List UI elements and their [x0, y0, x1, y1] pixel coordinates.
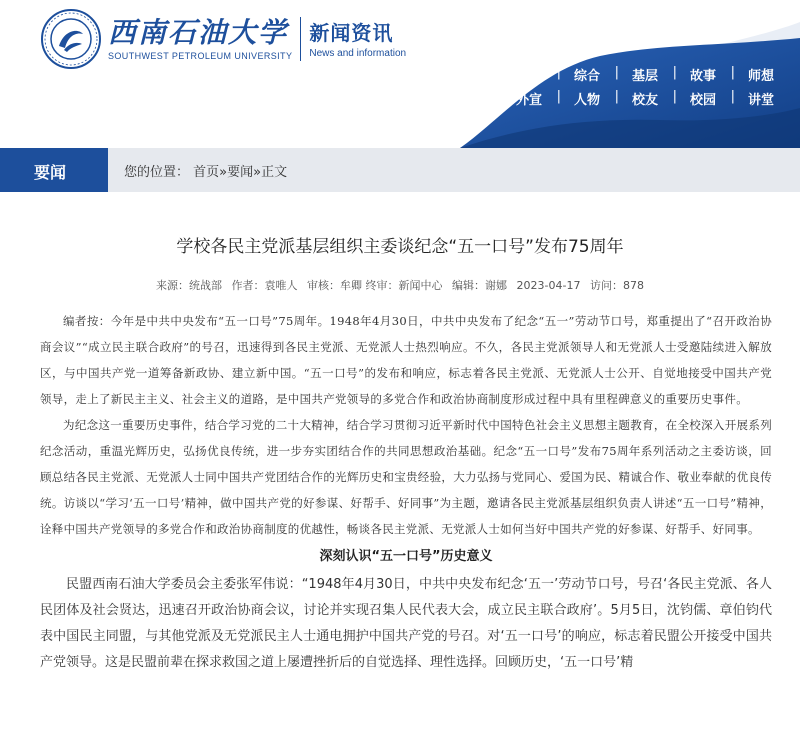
meta-author: 作者：袁唯人 [231, 279, 298, 292]
section-tab: 要闻 [0, 154, 108, 192]
site-subtitle: News and information [309, 47, 407, 59]
breadcrumb-home-link[interactable]: 首页 [193, 165, 220, 180]
section-subheading: 深刻认识“五一口号”历史意义 [319, 549, 493, 564]
meta-date: 2023-04-17 [516, 279, 581, 292]
nav-item-renwu[interactable]: 人物 | [558, 89, 616, 108]
site-name-block [309, 20, 406, 59]
site-title: 新闻资讯 [309, 20, 394, 45]
nav-row-2 [500, 86, 800, 110]
nav-item-jiangtang[interactable]: 讲堂 [747, 92, 774, 108]
logo-area[interactable] [40, 8, 406, 70]
nav-row-1 [500, 62, 800, 86]
nav-item-yaowen[interactable]: 要闻 | [500, 65, 558, 84]
nav-item-shixiang[interactable]: 师想 [747, 68, 774, 84]
logo-divider [300, 17, 301, 61]
breadcrumb-separator: » [219, 165, 228, 180]
university-name-cn: 西南石油大学 [108, 16, 289, 49]
breadcrumb-bar [0, 148, 800, 192]
nav-item-xiaoyuan[interactable]: 校园 | [674, 89, 732, 108]
breadcrumb-current: 正文 [261, 165, 288, 180]
meta-source: 来源：统战部 [156, 279, 223, 292]
breadcrumb-prefix: 您的位置： [124, 165, 190, 180]
meta-visits: 访问：878 [589, 279, 644, 292]
meta-editor: 编辑：谢娜 [452, 279, 508, 292]
site-header [0, 0, 800, 148]
nav-item-xiaoyou[interactable]: 校友 | [616, 89, 674, 108]
editor-note-paragraph: 编者按：今年是中共中央发布“五一口号”75周年。1948年4月30日，中共中央发布了纪念“五一”劳动节口号，郑重提出了“召开政治协商会议”“成立民主联合政府”的号召，迅速得到各民主党派、无党派人士热烈响应。不久，各民主党派领导人和无党派人士受邀陆续进入解放区，与中国共产党一道筹备新政协、建立新中国。“五一口号”的发布和响应，标志着各民主党派、无党派人士公开、自觉地接受中国共产党领导，走上了新民主主义、社会主义的道路，是中国共产党领导的多党合作和政治协商制度形成过程中具有里程碑意义的重要历史事件。 [40, 314, 772, 406]
nav-item-jiceng[interactable]: 基层 | [616, 65, 674, 84]
breadcrumb-separator: » [253, 165, 262, 180]
nav-item-waixuan[interactable]: 外宣 | [500, 89, 558, 108]
nav-item-zonghe[interactable]: 综合 | [558, 65, 616, 84]
breadcrumb-section-link[interactable]: 要闻 [227, 165, 254, 180]
university-name-block [108, 17, 292, 61]
nav-item-gushi[interactable]: 故事 | [674, 65, 732, 84]
main-nav [500, 62, 800, 110]
university-seal-icon [40, 8, 102, 70]
body-paragraph: 民盟西南石油大学委员会主委张军伟说：“1948年4月30日，中共中央发布纪念‘五一’劳动节口号，号召‘各民主党派、各人民团体及社会贤达，迅速召开政治协商会议，讨论并实现召集人民代表大会，成立民主联合政府’。5月5日，沈钧儒、章伯钧代表中国民主同盟，与其他党派及无党派民主人士通电拥护中国共产党的号召。对‘五一口号’的响应，标志着民盟公开接受中国共产党领导。这是民盟前辈在探求救国之道上屡遭挫折后的自觉选择、理性选择。回顾历史，‘五一口号’精 [40, 577, 772, 670]
meta-reviewer: 审核：牟卿 终审：新闻中心 [307, 279, 443, 292]
article-title: 学校各民主党派基层组织主委谈纪念“五一口号”发布75周年 [176, 237, 624, 257]
breadcrumb [124, 148, 287, 192]
university-name-en: SOUTHWEST PETROLEUM UNIVERSITY [108, 51, 293, 61]
article-body [40, 308, 772, 676]
article-meta [0, 277, 800, 293]
intro-paragraph: 为纪念这一重要历史事件，结合学习党的二十大精神，结合学习贯彻习近平新时代中国特色社会主义思想主题教育，在全校深入开展系列纪念活动，重温光辉历史，弘扬优良传统，进一步夯实团结合作的共同思想政治基础。纪念“五一口号”发布75周年系列活动之主委访谈，回顾总结各民主党派、无党派人士同中国共产党团结合作的光辉历史和宝贵经验，大力弘扬与党同心、爱国为民、精诚合作、敬业奉献的优良传统。访谈以“学习‘五一口号’精神，做中国共产党的好参谋、好帮手、好同事”为主题，邀请各民主党派基层组织负责人讲述“五一口号”精神，诠释中国共产党领导的多党合作和政治协商制度的优越性，畅谈各民主党派、无党派人士如何当好中国共产党的好参谋、好帮手、好同事。 [40, 418, 772, 536]
